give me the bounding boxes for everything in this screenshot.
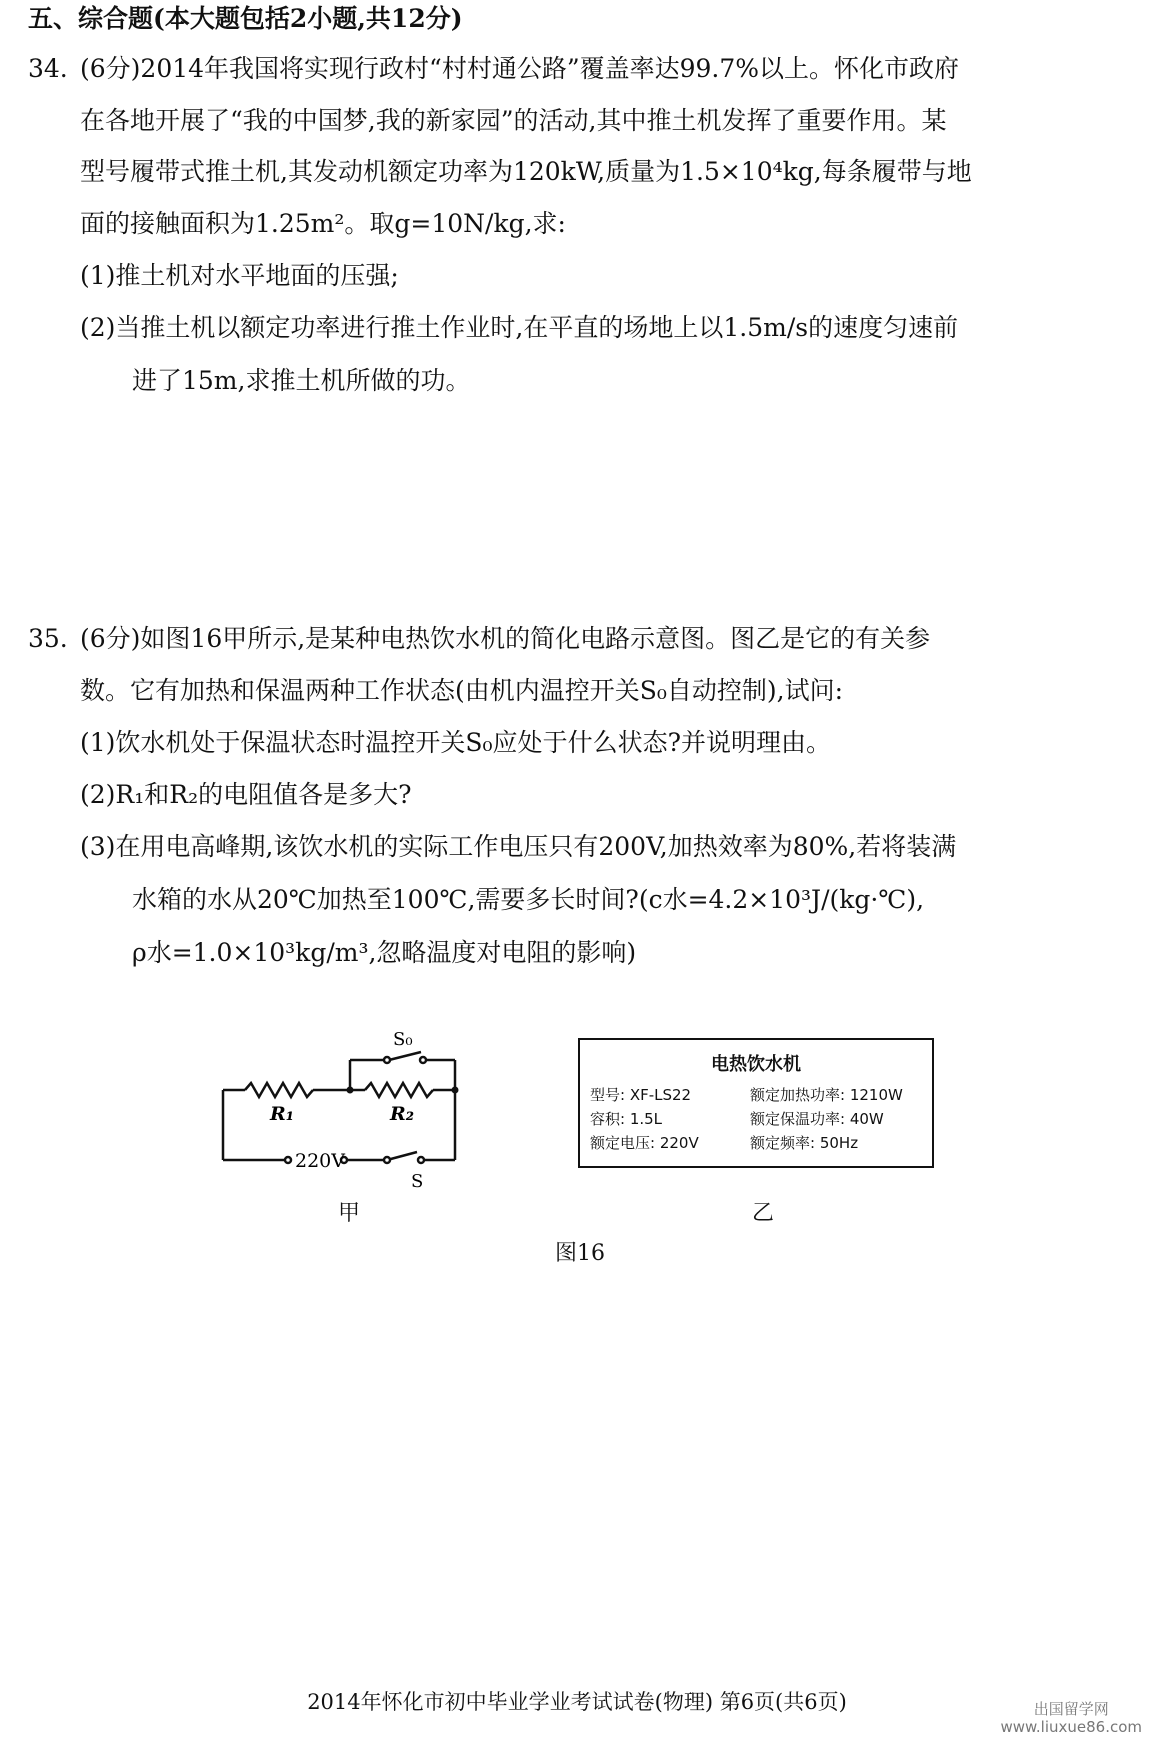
sub-question: (1)饮水机处于保温状态时温控开关S₀应处于什么状态?并说明理由。: [80, 728, 831, 757]
watermark-url: www.liuxue86.com: [1000, 1718, 1142, 1736]
question-number: 35.: [28, 624, 68, 653]
watermark-name: 出国留学网: [1033, 1700, 1109, 1718]
page-footer: 2014年怀化市初中毕业学业考试试卷(物理) 第6页(共6页): [307, 1690, 847, 1714]
question-line: 型号履带式推土机,其发动机额定功率为120kW,质量为1.5×10⁴kg,每条履带与地: [80, 157, 972, 186]
switch-s-blade: [387, 1152, 417, 1160]
watermark: [1000, 1700, 1142, 1736]
sub-question-continued: 进了15m,求推土机所做的功。: [132, 366, 471, 395]
resistor-r2-label: R₂: [390, 1103, 415, 1125]
switch-s-label: S: [411, 1171, 424, 1192]
nameplate: [578, 1038, 934, 1168]
switch-s0-label: S₀: [393, 1029, 413, 1050]
sub-question: (2)R₁和R₂的电阻值各是多大?: [80, 780, 412, 809]
nameplate-cell: 额定加热功率: 1210W: [750, 1086, 903, 1104]
nameplate-title: 电热饮水机: [711, 1054, 801, 1075]
nameplate-cell: 型号: XF-LS22: [590, 1086, 692, 1104]
sub-question: (2)当推土机以额定功率进行推土作业时,在平直的场地上以1.5m/s的速度匀速前: [80, 313, 959, 342]
resistor-r1-label: R₁: [270, 1103, 295, 1125]
question-line: (6分)2014年我国将实现行政村“村村通公路”覆盖率达99.7%以上。怀化市政府: [80, 54, 960, 83]
question-line: 数。它有加热和保温两种工作状态(由机内温控开关S₀自动控制),试问:: [80, 676, 844, 705]
resistor-r2-symbol: [365, 1083, 433, 1097]
nameplate-cell: 额定频率: 50Hz: [750, 1134, 859, 1152]
circuit-caption: 甲: [338, 1201, 361, 1226]
circuit-diagram: [215, 1015, 475, 1195]
question-line: 在各地开展了“我的中国梦,我的新家园”的活动,其中推土机发挥了重要作用。某: [80, 106, 947, 135]
section-title: 五、综合题(本大题包括2小题,共12分): [28, 4, 463, 33]
voltage-label: 220V: [295, 1150, 345, 1172]
sub-question: (3)在用电高峰期,该饮水机的实际工作电压只有200V,加热效率为80%,若将装满: [80, 832, 957, 861]
switch-s0-blade: [389, 1052, 421, 1060]
nameplate-cell: 容积: 1.5L: [590, 1110, 663, 1128]
resistor-r1-symbol: [245, 1083, 313, 1097]
question-line: (6分)如图16甲所示,是某种电热饮水机的简化电路示意图。图乙是它的有关参: [80, 624, 931, 653]
nameplate-caption: 乙: [752, 1201, 775, 1226]
question-line: 面的接触面积为1.25m²。取g=10N/kg,求:: [80, 209, 566, 238]
question-number: 34.: [28, 54, 68, 83]
nameplate-cell: 额定保温功率: 40W: [750, 1110, 884, 1128]
sub-question: (1)推土机对水平地面的压强;: [80, 261, 399, 290]
figure-caption: 图16: [555, 1241, 605, 1266]
sub-question-continued: ρ水=1.0×10³kg/m³,忽略温度对电阻的影响): [132, 938, 637, 967]
sub-question-continued: 水箱的水从20℃加热至100℃,需要多长时间?(c水=4.2×10³J/(kg·℃),: [132, 885, 925, 914]
nameplate-cell: 额定电压: 220V: [590, 1134, 699, 1152]
